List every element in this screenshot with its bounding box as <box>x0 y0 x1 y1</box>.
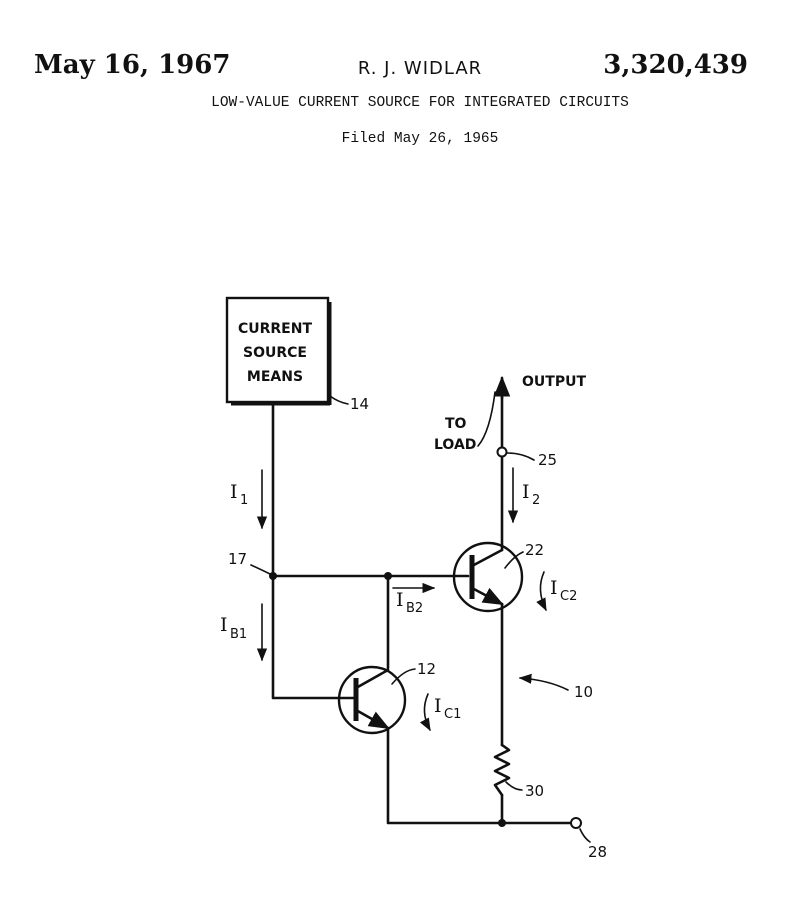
ref-25: 25 <box>538 451 558 469</box>
ib2-label: I <box>396 589 404 611</box>
source-label-line-3: MEANS <box>246 369 304 385</box>
patent-date: May 16, 1967 <box>34 50 231 80</box>
i2-subscript: 2 <box>532 493 541 508</box>
i1-label: I <box>230 481 238 503</box>
ref-14: 14 <box>350 395 370 413</box>
ib2-subscript: B2 <box>406 601 424 616</box>
ref-10-arrow <box>520 678 568 690</box>
ib1-label: I <box>220 614 228 636</box>
to-load-leader <box>478 392 495 446</box>
ic1-label: I <box>434 695 442 717</box>
current-source-box <box>227 298 330 405</box>
filing-date: Filed May 26, 1965 <box>341 131 499 147</box>
patent-title: LOW-VALUE CURRENT SOURCE FOR INTEGRATED CIRCUITS <box>211 95 629 111</box>
source-label-line-1: CURRENT <box>237 321 313 337</box>
ref-25-leader <box>507 453 534 460</box>
patent-number: 3,320,439 <box>603 50 748 80</box>
to-load-label-1: TO <box>445 416 467 432</box>
ic2-label: I <box>550 577 558 599</box>
ref-30-leader <box>506 782 522 790</box>
output-label: OUTPUT <box>522 374 586 390</box>
junction-dot-ground <box>498 819 506 827</box>
ref-14-leader <box>330 396 348 404</box>
current-i2 <box>513 468 540 522</box>
ic2-subscript: C2 <box>560 589 578 604</box>
i2-label: I <box>522 481 530 503</box>
inventor-name: R. J. WIDLAR <box>357 58 483 79</box>
transistor-12 <box>339 667 405 733</box>
resistor-30 <box>495 745 509 795</box>
ref-12: 12 <box>417 660 437 678</box>
ib1-subscript: B1 <box>230 627 248 642</box>
ref-22: 22 <box>525 541 545 559</box>
junction-dot-base <box>384 572 392 580</box>
ref-17: 17 <box>228 550 248 568</box>
current-ib1 <box>220 604 262 660</box>
ref-17-leader <box>251 565 270 574</box>
ref-28: 28 <box>588 843 608 861</box>
ref-28-leader <box>580 829 590 842</box>
to-load-label-2: LOAD <box>434 437 477 453</box>
i1-subscript: 1 <box>240 493 249 508</box>
source-label-line-2: SOURCE <box>243 345 307 361</box>
ref-30: 30 <box>525 782 545 800</box>
ref-10: 10 <box>574 683 594 701</box>
ic1-arrow <box>424 694 430 730</box>
ground-terminal <box>571 818 581 828</box>
junction-dot-17 <box>269 572 277 580</box>
ic1-subscript: C1 <box>444 707 462 722</box>
current-ib2 <box>393 588 434 616</box>
current-ic2 <box>540 572 577 610</box>
current-i1 <box>230 470 262 528</box>
current-ic1 <box>424 694 461 730</box>
output-terminal <box>498 448 507 457</box>
ic2-arrow <box>540 572 546 610</box>
